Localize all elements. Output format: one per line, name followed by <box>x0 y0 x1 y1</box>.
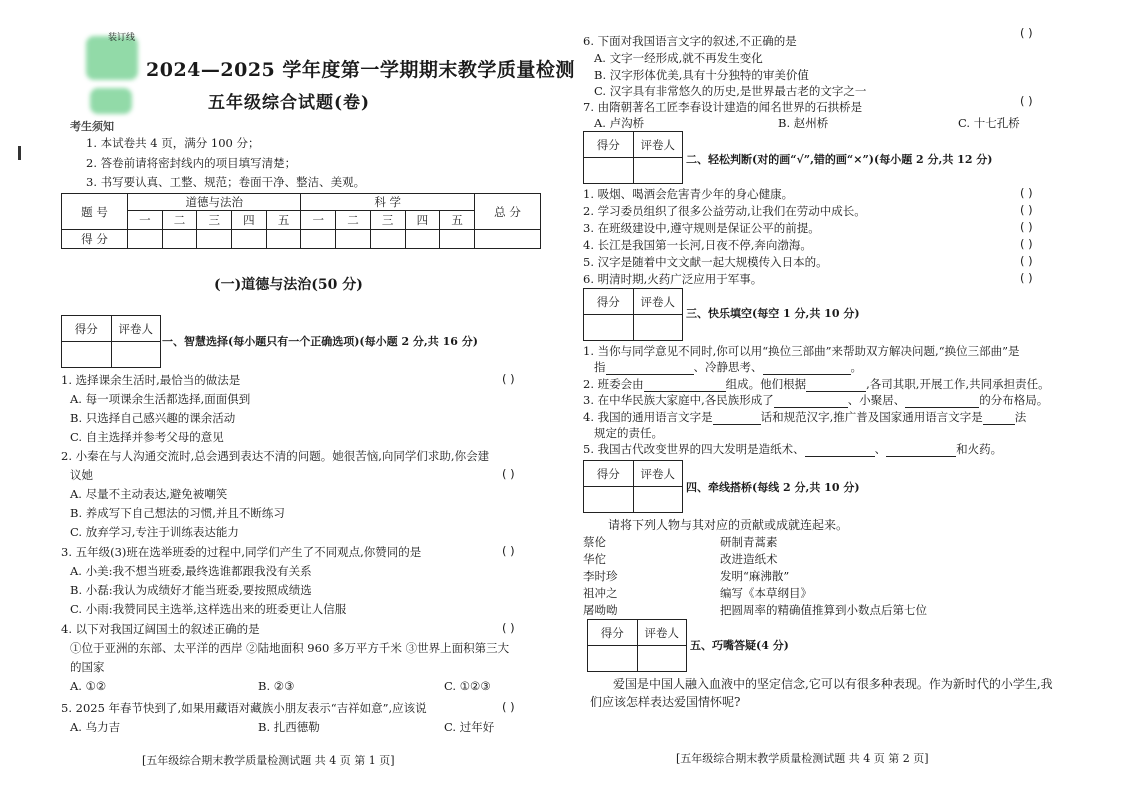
question-stem: 3. 五年级(3)班在选举班委的过程中,同学们产生了不同观点,你赞同的是 <box>61 545 422 559</box>
fill-text: 和火药。 <box>956 442 1003 456</box>
judge-item: 4. 长江是我国第一长河,日夜不停,奔向渤海。 <box>583 238 812 252</box>
margin-mark <box>18 146 21 160</box>
answer-paren[interactable]: ( ) <box>1020 203 1033 217</box>
grader-label: 评卷人 <box>111 316 161 342</box>
option: B. 汉字形体优美,具有十分独特的审美价值 <box>594 68 809 82</box>
answer-blank[interactable] <box>774 396 848 408</box>
fill-text: 、小聚居、 <box>847 393 906 407</box>
table-col-title: 题 号 <box>62 194 128 230</box>
answer-blank[interactable] <box>606 363 694 375</box>
fill-question-line <box>583 376 1050 392</box>
section5-title: 五、巧嘴答疑(4 分) <box>690 639 789 652</box>
option: C. 自主选择并参考父母的意见 <box>70 430 224 444</box>
fill-text: 组成。他们根据 <box>725 377 807 391</box>
match-person[interactable]: 蔡伦 <box>583 535 606 549</box>
table-sub: 二 <box>336 211 371 230</box>
option: A. 尽量不主动表达,避免被嘲笑 <box>70 487 228 501</box>
option: B. 扎西德勒 <box>258 720 320 734</box>
section4-score-box <box>583 460 683 513</box>
grader-label: 评卷人 <box>633 132 683 158</box>
answer-paren[interactable]: ( ) <box>502 467 515 481</box>
question-stem: 5. 2025 年春节快到了,如果用藏语对藏族小朋友表示“吉祥如意”,应该说 <box>61 701 427 715</box>
option: B. 小磊:我认为成绩好才能当班委,要按照成绩选 <box>70 583 312 597</box>
score-summary-table <box>61 193 541 249</box>
section2-title: 二、轻松判断(对的画“√”,错的画“×”)(每小题 2 分,共 12 分) <box>686 153 993 166</box>
fill-text: 。 <box>850 360 862 374</box>
score-label: 得分 <box>588 620 638 646</box>
table-row-score: 得 分 <box>62 230 128 249</box>
exam-subtitle: 五年级综合试题(卷) <box>208 93 371 113</box>
page-footer-left: [五年级综合期末教学质量检测试题 共 4 页 第 1 页] <box>142 754 395 767</box>
part1-title: (一)道德与法治(50 分) <box>214 277 363 293</box>
grader-cell[interactable] <box>633 158 683 184</box>
fill-question: 1. 当你与同学意见不同时,你可以用“换位三部曲”来帮助双方解决问题,“换位三部曲”是 <box>583 344 1020 358</box>
option: B. 赵州桥 <box>778 116 829 130</box>
option: C. ①②③ <box>444 679 491 693</box>
question-stem: 7. 由隋朝著名工匠李春设计建造的闻名世界的石拱桥是 <box>583 100 863 114</box>
answer-paren[interactable]: ( ) <box>1020 237 1033 251</box>
fill-question-line <box>583 392 1048 408</box>
score-cell[interactable] <box>162 230 197 249</box>
fill-text: 的分布格局。 <box>979 393 1049 407</box>
question-line: 的国家 <box>70 660 105 674</box>
option: A. 乌力吉 <box>70 720 121 734</box>
fill-question-line <box>583 441 1002 457</box>
fill-text: 话和规范汉字,推广普及国家通用语言文字是 <box>760 410 983 424</box>
green-smudge <box>90 88 132 114</box>
score-cell[interactable] <box>336 230 371 249</box>
score-cell[interactable] <box>266 230 301 249</box>
match-deed[interactable]: 研制青蒿素 <box>720 535 778 549</box>
grader-cell[interactable] <box>637 646 687 672</box>
option: B. 只选择自己感兴趣的课余活动 <box>70 411 236 425</box>
answer-paren[interactable]: ( ) <box>1020 26 1033 40</box>
question-stem-cont: 议她 <box>70 468 93 482</box>
score-cell[interactable] <box>588 646 638 672</box>
table-group-science: 科 学 <box>301 194 475 211</box>
option: C. 十七孔桥 <box>958 116 1020 130</box>
match-person[interactable]: 祖冲之 <box>583 586 618 600</box>
section3-title: 三、快乐填空(每空 1 分,共 10 分) <box>686 307 860 320</box>
table-sub: 四 <box>232 211 267 230</box>
table-sub: 四 <box>405 211 440 230</box>
answer-paren[interactable]: ( ) <box>1020 271 1033 285</box>
grader-cell[interactable] <box>633 487 683 513</box>
answer-blank[interactable] <box>806 380 866 392</box>
grader-label: 评卷人 <box>633 461 683 487</box>
answer-blank[interactable] <box>886 445 956 457</box>
section3-score-box <box>583 288 683 341</box>
answer-blank[interactable] <box>905 396 979 408</box>
score-cell[interactable] <box>62 342 112 368</box>
answer-blank[interactable] <box>805 445 875 457</box>
essay-prompt: 爱国是中国人融入血液中的坚定信念,它可以有很多种表现。作为新时代的小学生,我 <box>613 677 1053 691</box>
fill-text: 4. 我国的通用语言文字是 <box>583 410 713 424</box>
option: A. 每一项课余生活都选择,面面俱到 <box>70 392 251 406</box>
notice-heading: 考生须知 <box>70 120 114 133</box>
match-deed[interactable]: 改进造纸术 <box>720 552 778 566</box>
table-group-moral: 道德与法治 <box>128 194 301 211</box>
score-cell[interactable] <box>301 230 336 249</box>
table-sub: 一 <box>301 211 336 230</box>
table-sub: 五 <box>266 211 301 230</box>
score-cell[interactable] <box>370 230 405 249</box>
table-total: 总 分 <box>475 194 541 230</box>
score-label: 得分 <box>584 289 634 315</box>
match-deed[interactable]: 把圆周率的精确值推算到小数点后第七位 <box>720 603 927 617</box>
option: A. ①② <box>70 679 107 693</box>
option: C. 小雨:我赞同民主选举,这样选出来的班委更让人信服 <box>70 602 347 616</box>
score-cell[interactable] <box>440 230 475 249</box>
exam-title: 2024—2025 学年度第一学期期末教学质量检测 <box>146 59 575 81</box>
notice-item: 1. 本试卷共 4 页，满分 100 分； <box>86 136 260 150</box>
question-stem: 4. 以下对我国辽阔国土的叙述正确的是 <box>61 622 260 636</box>
judge-item: 1. 吸烟、喝酒会危害青少年的身心健康。 <box>583 187 794 201</box>
score-cell[interactable] <box>405 230 440 249</box>
table-sub: 三 <box>370 211 405 230</box>
grader-label: 评卷人 <box>637 620 687 646</box>
question-stem: 2. 小秦在与人沟通交流时,总会遇到表达不清的问题。她很苦恼,向同学们求助,你会建 <box>61 449 490 463</box>
table-sub: 一 <box>128 211 163 230</box>
score-cell[interactable] <box>584 158 634 184</box>
page-footer-right: [五年级综合期末教学质量检测试题 共 4 页 第 2 页] <box>676 752 929 765</box>
fill-question-line: 规定的责任。 <box>594 426 663 440</box>
table-sub: 三 <box>197 211 232 230</box>
section4-title: 四、牵线搭桥(每线 2 分,共 10 分) <box>686 481 860 494</box>
fill-text: 、 <box>874 442 887 456</box>
score-label: 得分 <box>62 316 112 342</box>
fill-text: 2. 班委会由 <box>583 377 644 391</box>
fill-text: 法 <box>1014 410 1027 424</box>
match-deed[interactable]: 编写《本草纲目》 <box>720 586 812 600</box>
match-person[interactable]: 屠呦呦 <box>583 603 618 617</box>
fill-question-line <box>583 409 1026 425</box>
score-label: 得分 <box>584 132 634 158</box>
score-cell[interactable] <box>232 230 267 249</box>
grader-cell[interactable] <box>633 315 683 341</box>
answer-blank[interactable] <box>763 363 851 375</box>
matching-instruction: 请将下列人物与其对应的贡献或成就连起来。 <box>608 518 849 532</box>
option: C. 过年好 <box>444 720 495 734</box>
answer-paren[interactable]: ( ) <box>1020 254 1033 268</box>
score-cell[interactable] <box>128 230 163 249</box>
answer-blank[interactable] <box>983 413 1015 425</box>
question-stem: 1. 选择课余生活时,最恰当的做法是 <box>61 373 241 387</box>
section1-title: 一、智慧选择(每小题只有一个正确选项)(每小题 2 分,共 16 分) <box>162 335 478 348</box>
fill-text: 指 <box>594 360 606 374</box>
fill-text: ,各司其职,开展工作,共同承担责任。 <box>866 377 1050 391</box>
grader-label: 评卷人 <box>633 289 683 315</box>
match-deed[interactable]: 发明“麻沸散” <box>720 569 790 583</box>
score-cell[interactable] <box>584 487 634 513</box>
table-sub: 二 <box>162 211 197 230</box>
answer-paren[interactable]: ( ) <box>502 372 515 386</box>
match-person[interactable]: 李时珍 <box>583 569 618 583</box>
answer-paren[interactable]: ( ) <box>502 700 515 714</box>
fill-text: 3. 在中华民族大家庭中,各民族形成了 <box>583 393 774 407</box>
question-stem: 6. 下面对我国语言文字的叙述,不正确的是 <box>583 34 797 48</box>
binding-line-label: 装订线 <box>108 33 136 43</box>
section1-score-box <box>61 315 161 368</box>
table-sub: 五 <box>440 211 475 230</box>
answer-blank[interactable] <box>644 380 726 392</box>
option: C. 放弃学习,专注于训练表达能力 <box>70 525 239 539</box>
notice-item: 2. 答卷前请将密封线内的项目填写清楚； <box>86 156 297 170</box>
answer-paren[interactable]: ( ) <box>502 621 515 635</box>
match-person[interactable]: 华佗 <box>583 552 606 566</box>
answer-paren[interactable]: ( ) <box>502 544 515 558</box>
notice-item: 3. 书写要认真、工整、规范；卷面干净、整洁、美观。 <box>86 175 366 189</box>
section2-score-box <box>583 131 683 184</box>
option: B. ②③ <box>258 679 295 693</box>
grader-cell[interactable] <box>111 342 161 368</box>
score-cell[interactable] <box>584 315 634 341</box>
section5-score-box <box>587 619 687 672</box>
essay-prompt: 们应该怎样表达爱国情怀呢? <box>590 695 741 709</box>
score-cell[interactable] <box>197 230 232 249</box>
answer-paren[interactable]: ( ) <box>1020 186 1033 200</box>
judge-item: 6. 明清时期,火药广泛应用于军事。 <box>583 272 763 286</box>
option: A. 卢沟桥 <box>594 116 645 130</box>
judge-item: 3. 在班级建设中,遵守规则是保证公平的前提。 <box>583 221 820 235</box>
option: C. 汉字具有非常悠久的历史,是世界最古老的文字之一 <box>594 84 867 98</box>
question-line: ①位于亚洲的东部、太平洋的西岸 ②陆地面积 960 多万平方千米 ③世界上面积第三大 <box>70 641 510 655</box>
answer-blank[interactable] <box>713 413 761 425</box>
score-cell[interactable] <box>475 230 541 249</box>
answer-paren[interactable]: ( ) <box>1020 220 1033 234</box>
fill-text: 、冷静思考、 <box>693 360 763 374</box>
judge-item: 5. 汉字是随着中文文献一起大规模传入日本的。 <box>583 255 828 269</box>
option: A. 文字一经形成,就不再发生变化 <box>594 51 763 65</box>
option: A. 小美:我不想当班委,最终选谁都跟我没有关系 <box>70 564 312 578</box>
option: B. 养成写下自己想法的习惯,并且不断练习 <box>70 506 285 520</box>
fill-question-line <box>594 359 862 375</box>
fill-text: 5. 我国古代改变世界的四大发明是造纸术、 <box>583 442 805 456</box>
score-label: 得分 <box>584 461 634 487</box>
answer-paren[interactable]: ( ) <box>1020 94 1033 108</box>
judge-item: 2. 学习委员组织了很多公益劳动,让我们在劳动中成长。 <box>583 204 866 218</box>
